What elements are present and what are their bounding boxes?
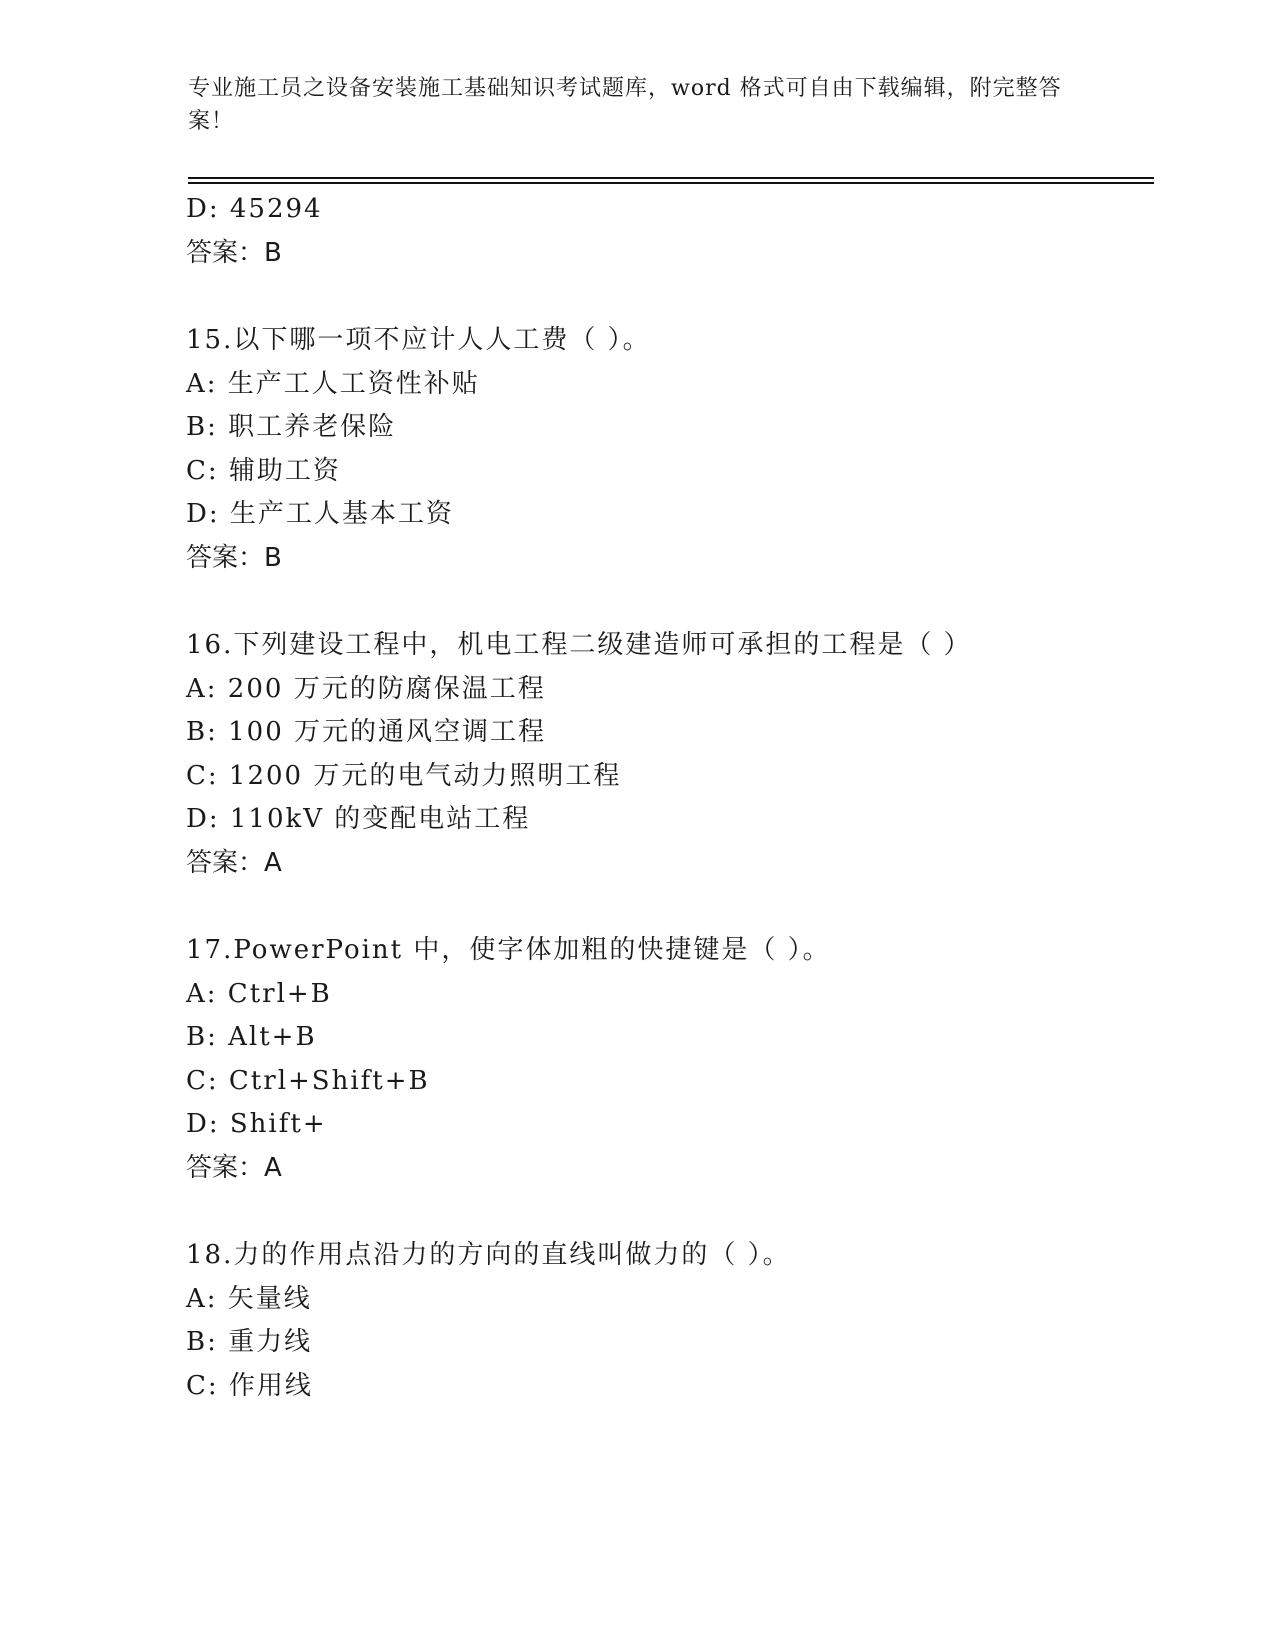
question-17-option-d: D: Shift+ bbox=[186, 1109, 327, 1139]
question-18-option-b: B: 重力线 bbox=[186, 1327, 313, 1357]
prev-option-d: D: 45294 bbox=[186, 194, 323, 224]
question-17-answer: 答案：A bbox=[186, 1153, 282, 1183]
question-18-option-a: A: 矢量线 bbox=[186, 1284, 312, 1314]
question-16-answer: 答案：A bbox=[186, 848, 282, 878]
header-divider-bottom bbox=[188, 182, 1154, 184]
question-17-option-c: C: Ctrl+Shift+B bbox=[186, 1066, 430, 1096]
question-15-stem: 15.以下哪一项不应计人人工费（ ）。 bbox=[186, 325, 651, 355]
question-17-stem: 17.PowerPoint 中，使字体加粗的快捷键是（ ）。 bbox=[186, 935, 831, 965]
question-16-stem: 16.下列建设工程中，机电工程二级建造师可承担的工程是（ ） bbox=[186, 630, 972, 660]
question-15-option-b: B: 职工养老保险 bbox=[186, 412, 397, 442]
question-18-option-c: C: 作用线 bbox=[186, 1371, 313, 1401]
header-divider-top bbox=[188, 177, 1154, 179]
question-15-answer: 答案：B bbox=[186, 543, 282, 573]
question-15-option-c: C: 辅助工资 bbox=[186, 456, 341, 486]
question-15-option-d: D: 生产工人基本工资 bbox=[186, 499, 454, 529]
question-17-option-a: A: Ctrl+B bbox=[186, 979, 332, 1009]
question-16-option-c: C: 1200 万元的电气动力照明工程 bbox=[186, 761, 622, 791]
document-header: 专业施工员之设备安装施工基础知识考试题库，word 格式可自由下载编辑，附完整答案！ bbox=[188, 76, 1062, 134]
question-17-option-b: B: Alt+B bbox=[186, 1022, 317, 1052]
prev-answer: 答案：B bbox=[186, 238, 282, 268]
question-16-option-a: A: 200 万元的防腐保温工程 bbox=[186, 674, 546, 704]
question-16-option-b: B: 100 万元的通风空调工程 bbox=[186, 717, 547, 747]
question-16-option-d: D: 110kV 的变配电站工程 bbox=[186, 804, 531, 834]
question-15-option-a: A: 生产工人工资性补贴 bbox=[186, 369, 480, 399]
question-18-stem: 18.力的作用点沿力的方向的直线叫做力的（ ）。 bbox=[186, 1240, 791, 1270]
